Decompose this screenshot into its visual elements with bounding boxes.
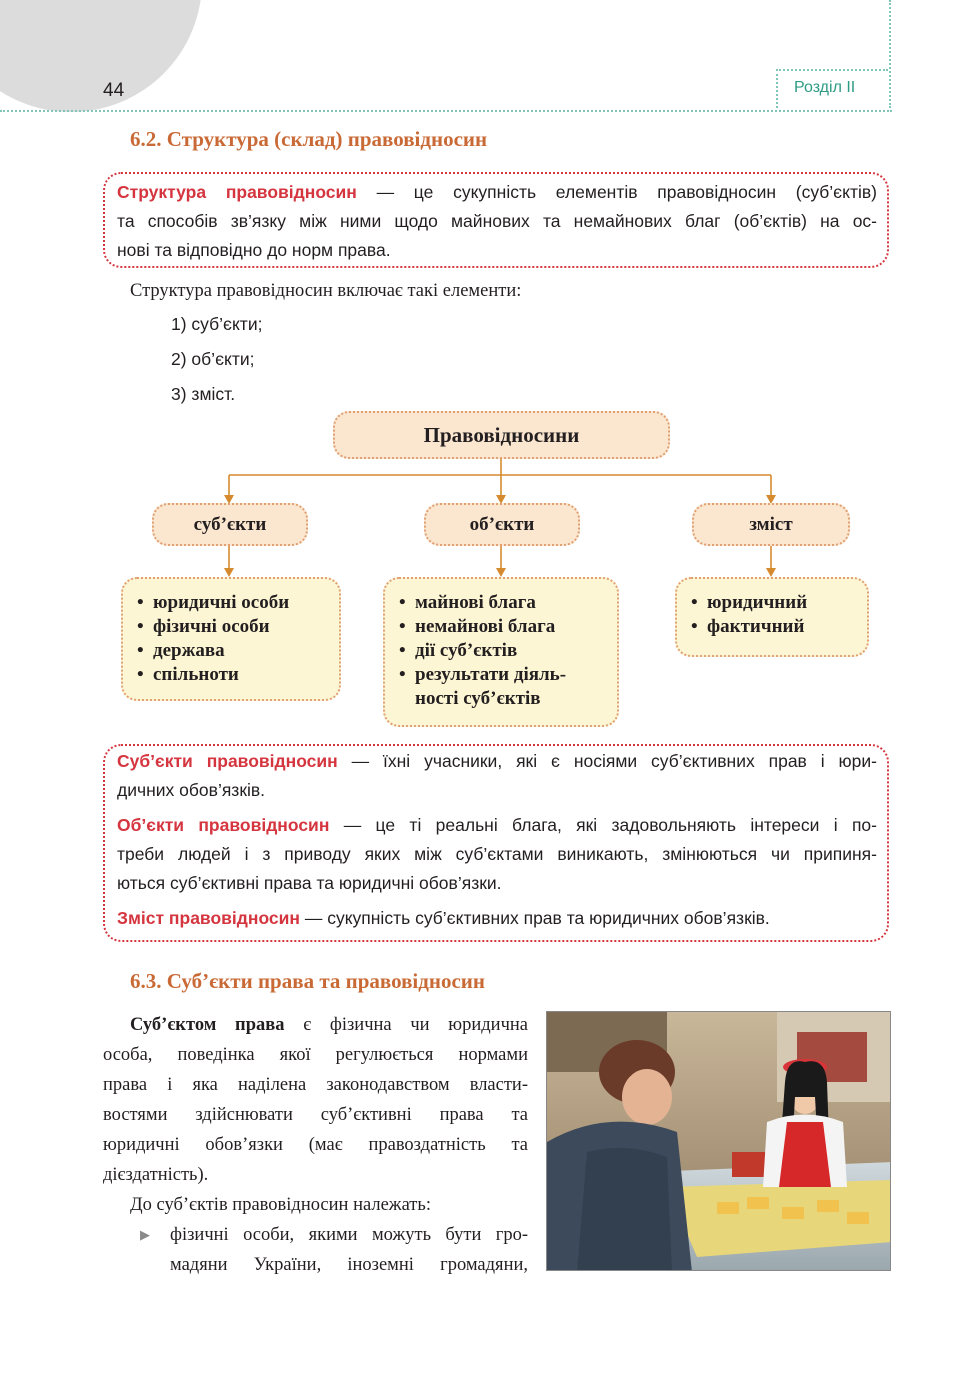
bullet-item: ▶ фізичні особи, якими можуть бути гро-: [103, 1220, 528, 1250]
section-label: Розділ II: [794, 79, 856, 96]
section-heading-6-2: 6.2. Структура (склад) правовідносин: [130, 127, 488, 151]
leaf-item: • фізичні особи: [137, 615, 329, 639]
diagram-node-objects: об’єкти: [424, 503, 580, 546]
term-content: Зміст правовідносин: [117, 908, 300, 928]
section-heading-6-3: 6.3. Суб’єкти права та правовідносин: [130, 969, 486, 993]
definition-structure: Структура правовідносин — це сукупність елементів правовідносин (суб’єктів) та способів зв’язку між ними щодо майнових та немайнових благ (об’єктів) на ос- нові та відповідно до норм права.: [117, 182, 877, 260]
subjects-intro: До суб’єктів правовідносин належать:: [130, 1195, 431, 1215]
shop-photo-illustration: [547, 1012, 891, 1271]
leaf-item: • дії суб’єктів: [399, 639, 607, 663]
leaf-item: • юридичні особи: [137, 591, 329, 615]
term-objects: Об’єкти правовідносин: [117, 815, 330, 835]
diagram-root-node: Правовідносини: [333, 411, 670, 459]
list-item: 3) зміст.: [171, 384, 236, 404]
diagram-leaf-content: [675, 577, 869, 657]
diagram-leaf-objects: [383, 577, 619, 727]
page-number: 44: [103, 80, 125, 101]
list-item: 2) об’єкти;: [171, 349, 255, 369]
diagram-leaf-subjects: [121, 577, 341, 701]
term-subject-of-law: Суб’єктом права: [130, 1015, 285, 1035]
definitions-content: Суб’єкти правовідносин — їхні учасники, які є носіями суб’єктивних прав і юри- дичних обов’язків. Об’єкти правовідносин — це ті реальні блага, які задовольняють інтереси і по- треби людей і з приводу яких між суб’єктами виникають, змінюються чи припиня- ються суб’єктивні права та юридичні обов’язки. Зміст правовідносин — сукупність суб’єктивних прав та юридичних обов’язків.: [117, 751, 878, 928]
list-item: 1) суб’єкти;: [171, 314, 263, 334]
diagram-node-subjects: суб’єкти: [152, 503, 308, 546]
term-structure: Структура правовідносин: [117, 182, 357, 202]
leaf-item: • фактичний: [691, 615, 857, 639]
triangle-right-icon: ▶: [140, 1227, 150, 1242]
leaf-item: • держава: [137, 639, 329, 663]
leaf-item: • результати діяль- ності суб’єктів: [399, 663, 607, 711]
leaf-item: • немайнові блага: [399, 615, 607, 639]
shop-photo: [546, 1011, 891, 1271]
subject-of-law-paragraph: Суб’єктом права є фізична чи юридична особа, поведінка якої регулюється нормами права і яка наділена законодавством власти- востями здійснювати суб’єктивні права та юридичні обов’язки (має правоздатність та дієздатність). До суб’єктів правовідносин належать: ▶ фізичні особи, якими можуть бути гро- мадяни України, іноземні громадяни,: [103, 1015, 528, 1275]
leaf-item: • майнові блага: [399, 591, 607, 615]
term-subjects: Суб’єкти правовідносин: [117, 751, 338, 771]
leaf-item: • юридичний: [691, 591, 857, 615]
elements-intro: Структура правовідносин включає такі елементи:: [130, 281, 522, 301]
leaf-item: • спільноти: [137, 663, 329, 687]
diagram-node-content: зміст: [692, 503, 850, 546]
